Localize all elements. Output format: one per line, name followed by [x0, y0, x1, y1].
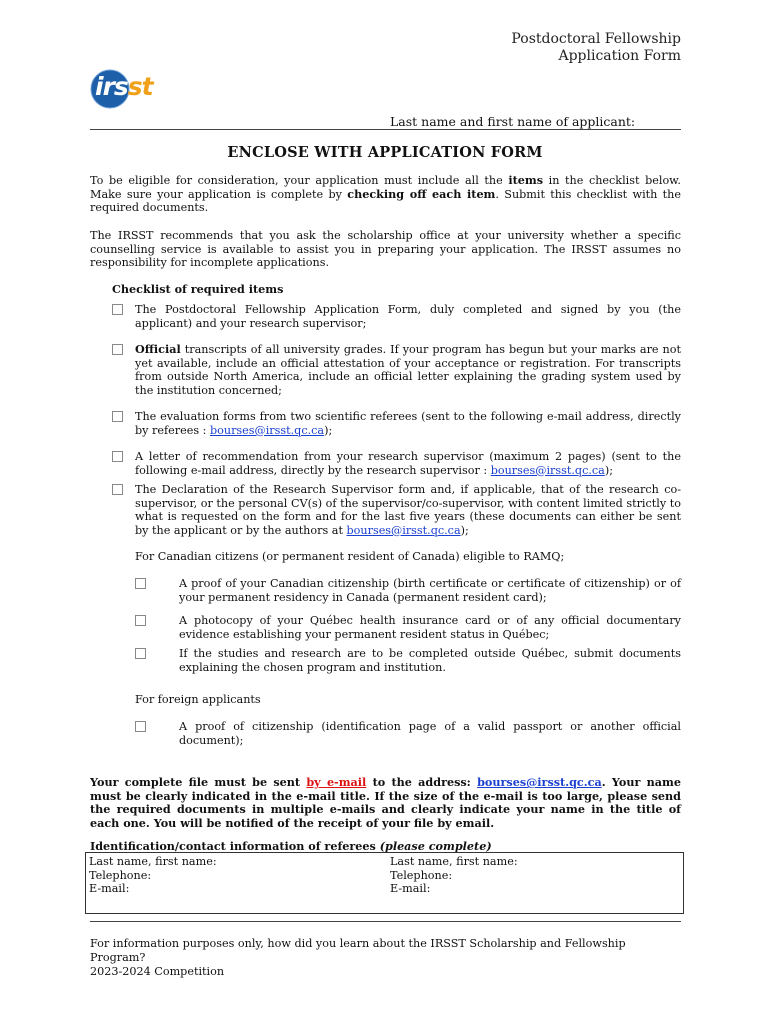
- form-title-line1: Postdoctoral Fellowship: [511, 31, 681, 47]
- checklist-item-recommendation-letter: [135, 450, 681, 477]
- checkbox-supervisor-declaration[interactable]: [112, 484, 123, 495]
- checkbox-application-form[interactable]: [112, 304, 123, 315]
- submission-text: Your complete file must be sent: [90, 775, 307, 789]
- checkbox-referee-forms[interactable]: [112, 411, 123, 422]
- foreign-applicants-label: For foreign applicants: [135, 693, 261, 706]
- email-link[interactable]: bourses@irsst.qc.ca: [477, 775, 602, 789]
- email-link[interactable]: bourses@irsst.qc.ca: [346, 523, 461, 537]
- referee-1-fields: [89, 855, 217, 896]
- canadian-item-outside-quebec: If the studies and research are to be completed outside Québec, submit documents explaining the chosen program and institution.: [179, 647, 681, 674]
- how-did-you-learn-question: For information purposes only, how did you learn about the IRSST Scholarship and Fellowship Program?: [90, 937, 626, 964]
- referees-title-text: Identification/contact information of referees: [90, 839, 380, 853]
- referee-forms-text-end: );: [324, 423, 333, 437]
- intro-paragraph-1: [90, 174, 681, 215]
- referee-2-name-label[interactable]: Last name, first name:: [390, 855, 518, 868]
- intro-text: To be eligible for consideration, your application must include all the: [90, 174, 509, 187]
- email-link[interactable]: bourses@irsst.qc.ca: [490, 463, 605, 477]
- intro-emphasis-check: checking off each item: [347, 186, 496, 201]
- email-link[interactable]: bourses@irsst.qc.ca: [209, 423, 325, 437]
- canadian-item-health-card: A photocopy of your Québec health insurance card or of any official documentary evidence establishing your permanent resident status in Québec;: [179, 614, 681, 641]
- submission-text: . Your name must be clearly indicated in the e-mail title. If the size of the e-mail is too large, please send the required documents in multiple e-mails and clearly indicate your name in the title of each one. You will be notified of the receipt of your file by email.: [90, 775, 681, 830]
- referee-2-email-label[interactable]: E-mail:: [390, 882, 431, 896]
- intro-text: in the checklist below. Make sure your application is complete by: [90, 174, 681, 201]
- canadian-applicants-label: For Canadian citizens (or permanent resident of Canada) eligible to RAMQ;: [135, 550, 565, 563]
- foreign-item-proof-of-citizenship: A proof of citizenship (identification page of a valid passport or another official document);: [179, 720, 681, 747]
- submission-text: to the address:: [366, 775, 478, 789]
- page-heading: ENCLOSE WITH APPLICATION FORM: [227, 144, 543, 161]
- submission-instructions: [90, 776, 681, 830]
- applicant-name-line[interactable]: [90, 129, 681, 130]
- logo-text-st: st: [127, 72, 153, 101]
- form-title-line2: Application Form: [558, 48, 681, 64]
- checkbox-transcripts[interactable]: [112, 344, 123, 355]
- checklist-item-supervisor-declaration: [135, 483, 681, 537]
- irsst-logo: [90, 66, 160, 112]
- checkbox-recommendation-letter[interactable]: [112, 451, 123, 462]
- checkbox-health-card[interactable]: [135, 615, 146, 626]
- checkbox-outside-quebec[interactable]: [135, 648, 146, 659]
- transcripts-text: transcripts of all university grades. If your program has begun but your marks are not yet available, include an official attestation of your acceptance or registration. For transcripts from outside North America, include an official letter explaining the grading system used by the institution concerned;: [135, 343, 681, 397]
- intro-emphasis-items: items: [508, 173, 544, 187]
- referee-forms-text: The evaluation forms from two scientific referees (sent to the following e-mail address, directly by referees :: [135, 410, 681, 437]
- checklist-item-application-form: The Postdoctoral Fellowship Application Form, duly completed and signed by you (the applicant) and your research supervisor;: [135, 303, 681, 330]
- logo-text-irs: irs: [95, 72, 128, 101]
- by-email-link[interactable]: by e-mail: [306, 775, 367, 789]
- referee-2-phone-label[interactable]: Telephone:: [390, 868, 453, 882]
- referee-2-fields: [390, 855, 518, 896]
- checklist-item-referee-forms: [135, 410, 681, 437]
- referees-title-italic: (please complete): [379, 839, 492, 853]
- checklist-title: Checklist of required items: [112, 282, 284, 296]
- supervisor-declaration-text: The Declaration of the Research Supervisor form and, if applicable, that of the research co-supervisor, or the personal CV(s) of the supervisor/co-supervisor, with content limited strictly to what is requested on the form and for the last five years (these documents can either be sent by the applicant or by the authors at: [135, 483, 681, 537]
- referee-1-phone-label[interactable]: Telephone:: [89, 868, 152, 882]
- recommendation-text: A letter of recommendation from your research supervisor (maximum 2 pages) (sent to the following e-mail address, directly by the research supervisor :: [135, 450, 681, 477]
- referee-1-email-label[interactable]: E-mail:: [89, 882, 130, 896]
- canadian-item-citizenship: A proof of your Canadian citizenship (birth certificate or certificate of citizenship) or of your permanent residency in Canada (permanent resident card);: [179, 577, 681, 604]
- checkbox-canadian-citizenship[interactable]: [135, 578, 146, 589]
- referee-1-name-label[interactable]: Last name, first name:: [89, 855, 217, 868]
- competition-year: 2023-2024 Competition: [90, 965, 225, 978]
- applicant-name-label: Last name and first name of applicant:: [390, 114, 636, 129]
- supervisor-declaration-text-end: );: [460, 523, 469, 537]
- referees-table: [85, 852, 684, 914]
- form-title: [381, 31, 681, 65]
- intro-text: . Submit this checklist with the required documents.: [90, 187, 681, 215]
- recommendation-text-end: );: [604, 463, 613, 477]
- footer-divider: [90, 921, 681, 922]
- checkbox-proof-of-citizenship[interactable]: [135, 721, 146, 732]
- checklist-item-transcripts: [135, 343, 681, 397]
- intro-paragraph-2: The IRSST recommends that you ask the scholarship office at your university whether a specific counselling service is available to assist you in preparing your application. The IRSST assumes no responsibility for incomplete applications.: [90, 229, 681, 270]
- transcripts-official: Official: [135, 342, 181, 356]
